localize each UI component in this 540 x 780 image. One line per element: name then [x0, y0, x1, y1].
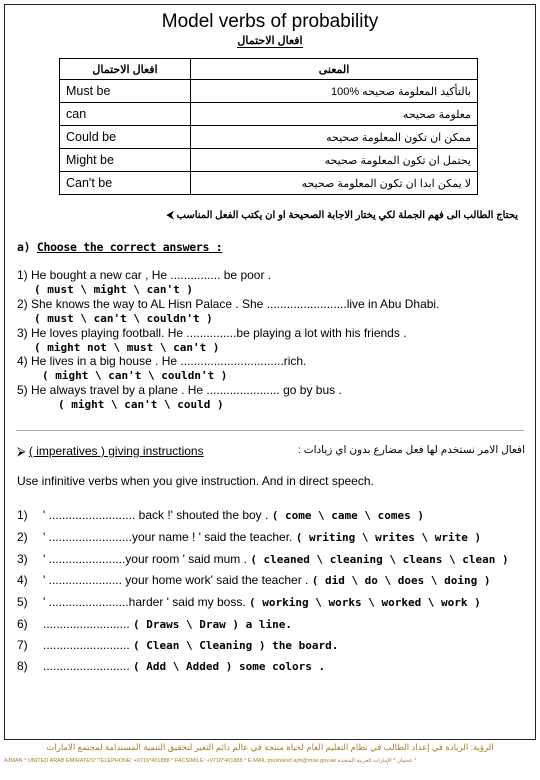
meaning-cell: لا يمكن ابدا ان تكون المعلومة صحيحه [191, 172, 478, 195]
exercise-7: 7) .......................... ( Clean \ Cleaning ) the board. [17, 638, 339, 652]
exercise-8: 8) .......................... ( Add \ Added ) some colors . [17, 659, 326, 673]
meaning-cell: ممكن ان تكون المعلومة صحيحه [191, 126, 478, 149]
verb-cell: Can't be [60, 172, 191, 195]
meaning-cell: بالتأكيد المعلومة صحيحه %100 [191, 80, 478, 103]
table-row [60, 126, 478, 149]
question-5: 5) He always travel by a plane . He ...................... go by bus . [17, 383, 342, 397]
table-row [60, 172, 478, 195]
table-header-row [60, 59, 478, 80]
exercise-5: 5) ' ........................harder ' said my boss. ( working \ works \ worked \ work ) [17, 595, 481, 609]
exercise-1: 1) ' .......................... back !' shouted the boy . ( come \ came \ comes ) [17, 508, 425, 522]
question-3-options: ( might not \ must \ can't ) [34, 341, 220, 354]
question-2-options: ( must \ can't \ couldn't ) [34, 312, 213, 325]
table-row [60, 103, 478, 126]
section-divider [16, 430, 524, 431]
modal-verbs-table [59, 58, 478, 195]
verb-cell: Must be [60, 80, 191, 103]
imperatives-arabic: افعال الامر نستخدم لها فعل مضارع بدون اي زيادات : [297, 444, 525, 456]
footer-contact: AJMAN * UNITED ARAB EMIRATES* TELEPHONE: +9716*401888 * FACSIMILE: +9716*401888 * E-MAIL:mushairef.ajm@moe.gov.ae عجمان * الإمارات العربية المتحدة * [4, 758, 417, 764]
imperatives-title: ⮚ ( imperatives ) giving instructions [17, 444, 204, 458]
question-5-options: ( might \ can't \ could ) [58, 398, 224, 411]
page-title: Model verbs of probability [161, 11, 379, 32]
exercise-4: 4) ' ...................... your home work' said the teacher . ( did \ do \ does \ doing ) [17, 573, 491, 587]
question-2: 2) She knows the way to AL Hisn Palace . She ........................live in Abu Dhabi. [17, 297, 440, 311]
table-row [60, 80, 478, 103]
instruction-text: Use infinitive verbs when you give instruction. And in direct speech. [17, 474, 374, 488]
section-a-heading: a) Choose the correct answers : [17, 240, 223, 254]
footer-vision: الرؤية: الريادة في إعداد الطالب في نظام التعليم العام لحياة منتجة في عالم دائم التغير لتحقيق التنمية المستدامة لمجتمع الامارات [46, 742, 494, 752]
meaning-cell: معلومة صحيحه [191, 103, 478, 126]
header-meaning: المعنى [191, 59, 478, 80]
question-4-options: ( might \ can't \ couldn't ) [42, 369, 228, 382]
exercise-2: 2) ' .........................your name ! ' said the teacher. ( writing \ writes \ write ) [17, 530, 482, 544]
question-1: 1) He bought a new car , He ............... be poor . [17, 268, 272, 282]
verb-cell: Might be [60, 149, 191, 172]
verb-cell: Could be [60, 126, 191, 149]
page-subtitle: افعال الاحتمال [237, 35, 303, 47]
table-row [60, 149, 478, 172]
exercise-6: 6) .......................... ( Draws \ Draw ) a line. [17, 617, 292, 631]
instruction-note: يحتاج الطالب الى فهم الجملة لكي يختار الاجابة الصحيحة او ان يكتب الفعل المناسب ⮜ [166, 210, 518, 221]
header-verbs: افعال الاحتمال [60, 59, 191, 80]
question-4: 4) He lives in a big house . He ...............................rich. [17, 354, 307, 368]
arrow-icon: ⮚ [17, 444, 26, 458]
verb-cell: can [60, 103, 191, 126]
question-1-options: ( must \ might \ can't ) [34, 283, 193, 296]
question-3: 3) He loves playing football. He ...............be playing a lot with his friends . [17, 326, 407, 340]
meaning-cell: يحتمل ان تكون المعلومة صحيحه [191, 149, 478, 172]
exercise-3: 3) ' .......................your room ' said mum . ( cleaned \ cleaning \ cleans \ clean ) [17, 552, 509, 566]
